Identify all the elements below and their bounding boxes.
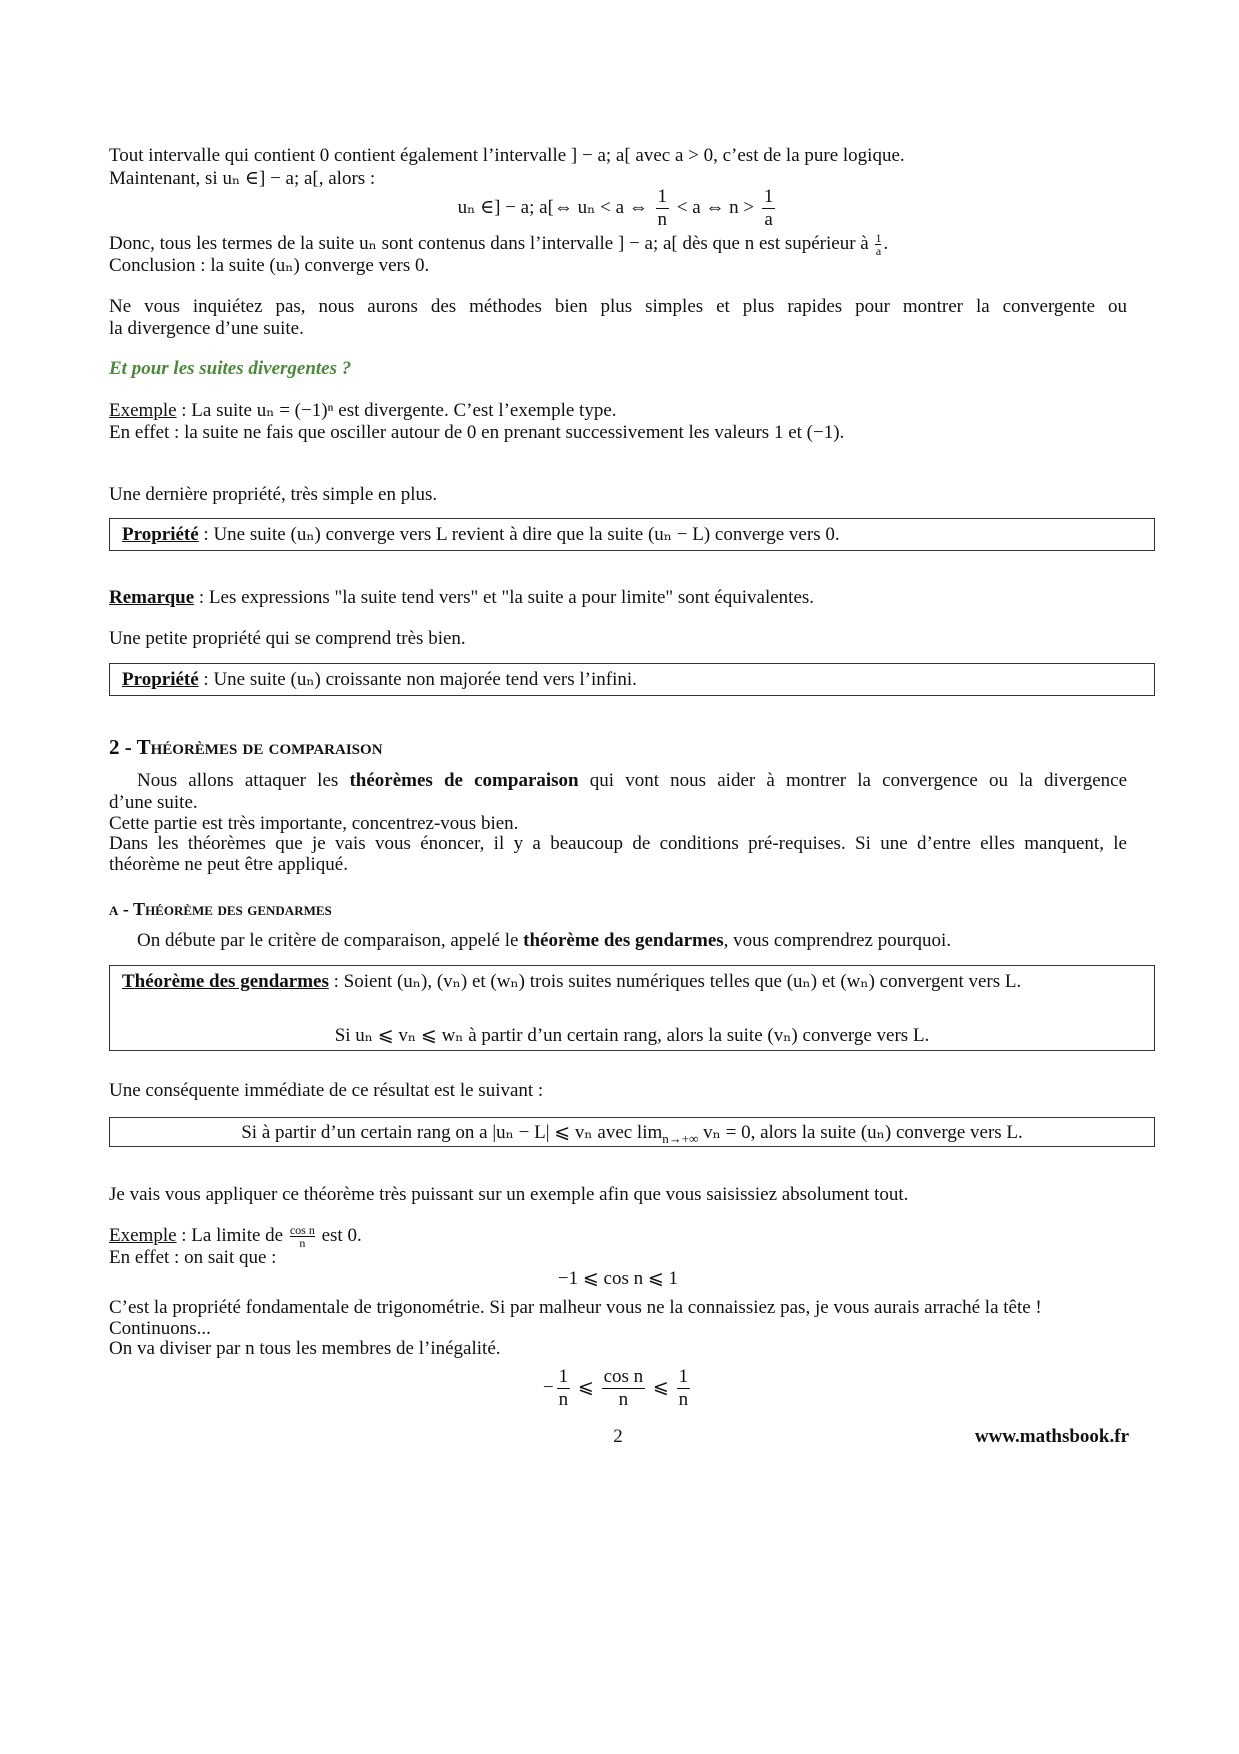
equation-part: < a ⇔ n >: [676, 196, 755, 218]
paragraph-line: On va diviser par n tous les membres de l’inégalité.: [109, 1338, 501, 1359]
property-label: Propriété: [122, 524, 199, 545]
theorem-conclusion: Si uₙ ⩽ vₙ ⩽ wₙ à partir d’un certain rang, alors la suite (vₙ) converge vers L.: [334, 1025, 930, 1046]
fraction: [557, 1366, 571, 1411]
text-run: : Les expressions "la suite tend vers" et "la suite a pour limite" sont équivalentes.: [194, 587, 815, 608]
theorem-label: Théorème des gendarmes: [122, 971, 329, 992]
text-run: Nous allons attaquer les: [137, 770, 350, 791]
equation-interval: [109, 186, 1127, 231]
bold-term: théorèmes de comparaison: [349, 770, 579, 791]
fraction: [656, 186, 670, 231]
fraction-denominator: n: [657, 209, 668, 230]
paragraph-line: Une dernière propriété, très simple en plus.: [109, 484, 438, 505]
fraction: [602, 1366, 646, 1411]
leq-sign: ⩽: [577, 1376, 594, 1398]
theorem-box: [109, 965, 1155, 1051]
leq-sign: ⩽: [652, 1376, 669, 1398]
fraction: [677, 1366, 691, 1411]
theorem-statement: [122, 970, 1021, 993]
fraction: [762, 186, 776, 231]
example-label: Exemple: [109, 1225, 177, 1246]
fraction-denominator: n: [678, 1389, 689, 1410]
inline-fraction: [290, 1224, 315, 1249]
subsection-heading: a - Théorème des gendarmes: [109, 899, 332, 919]
equation-cos-bounds: −1 ⩽ cos n ⩽ 1: [557, 1268, 679, 1289]
equation-part: uₙ ∈] − a; a[⇔ uₙ < a ⇔: [457, 196, 648, 218]
remark-line: [109, 586, 814, 609]
limit-subscript: n→+∞: [662, 1130, 699, 1146]
text-run: : Une suite (uₙ) croissante non majorée tend vers l’infini.: [198, 669, 637, 690]
fraction-denominator: a: [764, 209, 773, 230]
paragraph-line: [109, 929, 951, 952]
example-line: [109, 399, 617, 422]
paragraph-line: d’une suite.: [109, 792, 198, 813]
consequence-text: [110, 1121, 1154, 1144]
paragraph-line: Cette partie est très importante, concentrez-vous bien.: [109, 813, 519, 834]
remark-label: Remarque: [109, 587, 195, 608]
paragraph-line: En effet : la suite ne fais que osciller autour de 0 en prenant successivement les valeurs 1 et (−1).: [109, 422, 845, 443]
paragraph-line: [109, 769, 1127, 792]
property-label: Propriété: [122, 669, 199, 690]
bold-term: théorème des gendarmes: [523, 930, 724, 951]
green-heading: Et pour les suites divergentes ?: [109, 358, 352, 379]
fraction-denominator: n: [299, 1236, 306, 1251]
property-box: [109, 518, 1155, 551]
fraction-denominator: n: [618, 1389, 629, 1410]
fraction-numerator: 1: [558, 1366, 569, 1387]
text-run: : La suite uₙ = (−1)ⁿ est divergente. C’est l’exemple type.: [176, 400, 617, 421]
page-number: 2: [613, 1426, 623, 1447]
fraction-denominator: n: [558, 1389, 569, 1410]
property-box: [109, 663, 1155, 696]
text-run: On débute par le critère de comparaison, appelé le: [137, 930, 524, 951]
paragraph-line: Je vais vous appliquer ce théorème très puissant sur un exemple afin que vous saisissiez absolument tout.: [109, 1184, 909, 1205]
property-text: [122, 668, 637, 691]
paragraph-line: C’est la propriété fondamentale de trigonométrie. Si par malheur vous ne la connaissiez pas, je vous aurais arraché la tête !: [109, 1297, 1042, 1318]
text-run: Donc, tous les termes de la suite uₙ sont contenus dans l’intervalle ] − a; a[ dès que n est supérieur à: [109, 233, 869, 254]
text-run: qui vont nous aider à montrer la convergence ou la divergence: [578, 770, 1128, 791]
inline-fraction: [875, 232, 881, 257]
consequence-box: [109, 1117, 1155, 1147]
paragraph-line: Ne vous inquiétez pas, nous aurons des méthodes bien plus simples et plus rapides pour montrer la convergente ou: [109, 296, 1127, 317]
paragraph-line: théorème ne peut être appliqué.: [109, 854, 348, 875]
website-url: www.mathsbook.fr: [974, 1426, 1129, 1447]
minus-sign: −: [542, 1376, 554, 1398]
fraction-numerator: 1: [875, 231, 882, 246]
fraction-numerator: 1: [763, 186, 774, 207]
text-run: : La limite de: [176, 1225, 284, 1246]
property-text: [122, 523, 840, 546]
text-run: est 0.: [321, 1225, 362, 1246]
fraction-numerator: cos n: [603, 1366, 644, 1387]
text-run: Si à partir d’un certain rang on a |uₙ − L| ⩽ vₙ avec lim: [241, 1122, 663, 1143]
paragraph-line: Tout intervalle qui contient 0 contient également l’intervalle ] − a; a[ avec a > 0, c’est de la pure logique.: [109, 145, 905, 166]
section-heading: 2 - Théorèmes de comparaison: [109, 735, 383, 759]
paragraph-line: Une conséquente immédiate de ce résultat est le suivant :: [109, 1080, 544, 1101]
equation-divided: [109, 1366, 1127, 1411]
document-page: [109, 0, 1129, 1754]
text-run: : Une suite (uₙ) converge vers L revient à dire que la suite (uₙ − L) converge vers 0.: [198, 524, 840, 545]
paragraph-line: Maintenant, si uₙ ∈] − a; a[, alors :: [109, 168, 376, 189]
text-run: : Soient (uₙ), (vₙ) et (wₙ) trois suites numériques telles que (uₙ) et (wₙ) convergent vers L.: [328, 971, 1022, 992]
paragraph-line: Une petite propriété qui se comprend très bien.: [109, 628, 466, 649]
paragraph-line: Conclusion : la suite (uₙ) converge vers 0.: [109, 255, 430, 276]
text-run: , vous comprendrez pourquoi.: [723, 930, 952, 951]
example-label: Exemple: [109, 400, 177, 421]
fraction-numerator: cos n: [289, 1223, 315, 1238]
paragraph-line: Continuons...: [109, 1318, 211, 1339]
paragraph-line: Dans les théorèmes que je vais vous énoncer, il y a beaucoup de conditions pré-requises. Si une d’entre elles manquent, le: [109, 833, 1127, 854]
text-run: vₙ = 0, alors la suite (uₙ) converge vers L.: [698, 1122, 1023, 1143]
fraction-numerator: 1: [657, 186, 668, 207]
paragraph-line: En effet : on sait que :: [109, 1247, 277, 1268]
fraction-numerator: 1: [678, 1366, 689, 1387]
text-run: .: [883, 233, 889, 254]
fraction-denominator: a: [875, 244, 882, 259]
paragraph-line: la divergence d’une suite.: [109, 318, 304, 339]
